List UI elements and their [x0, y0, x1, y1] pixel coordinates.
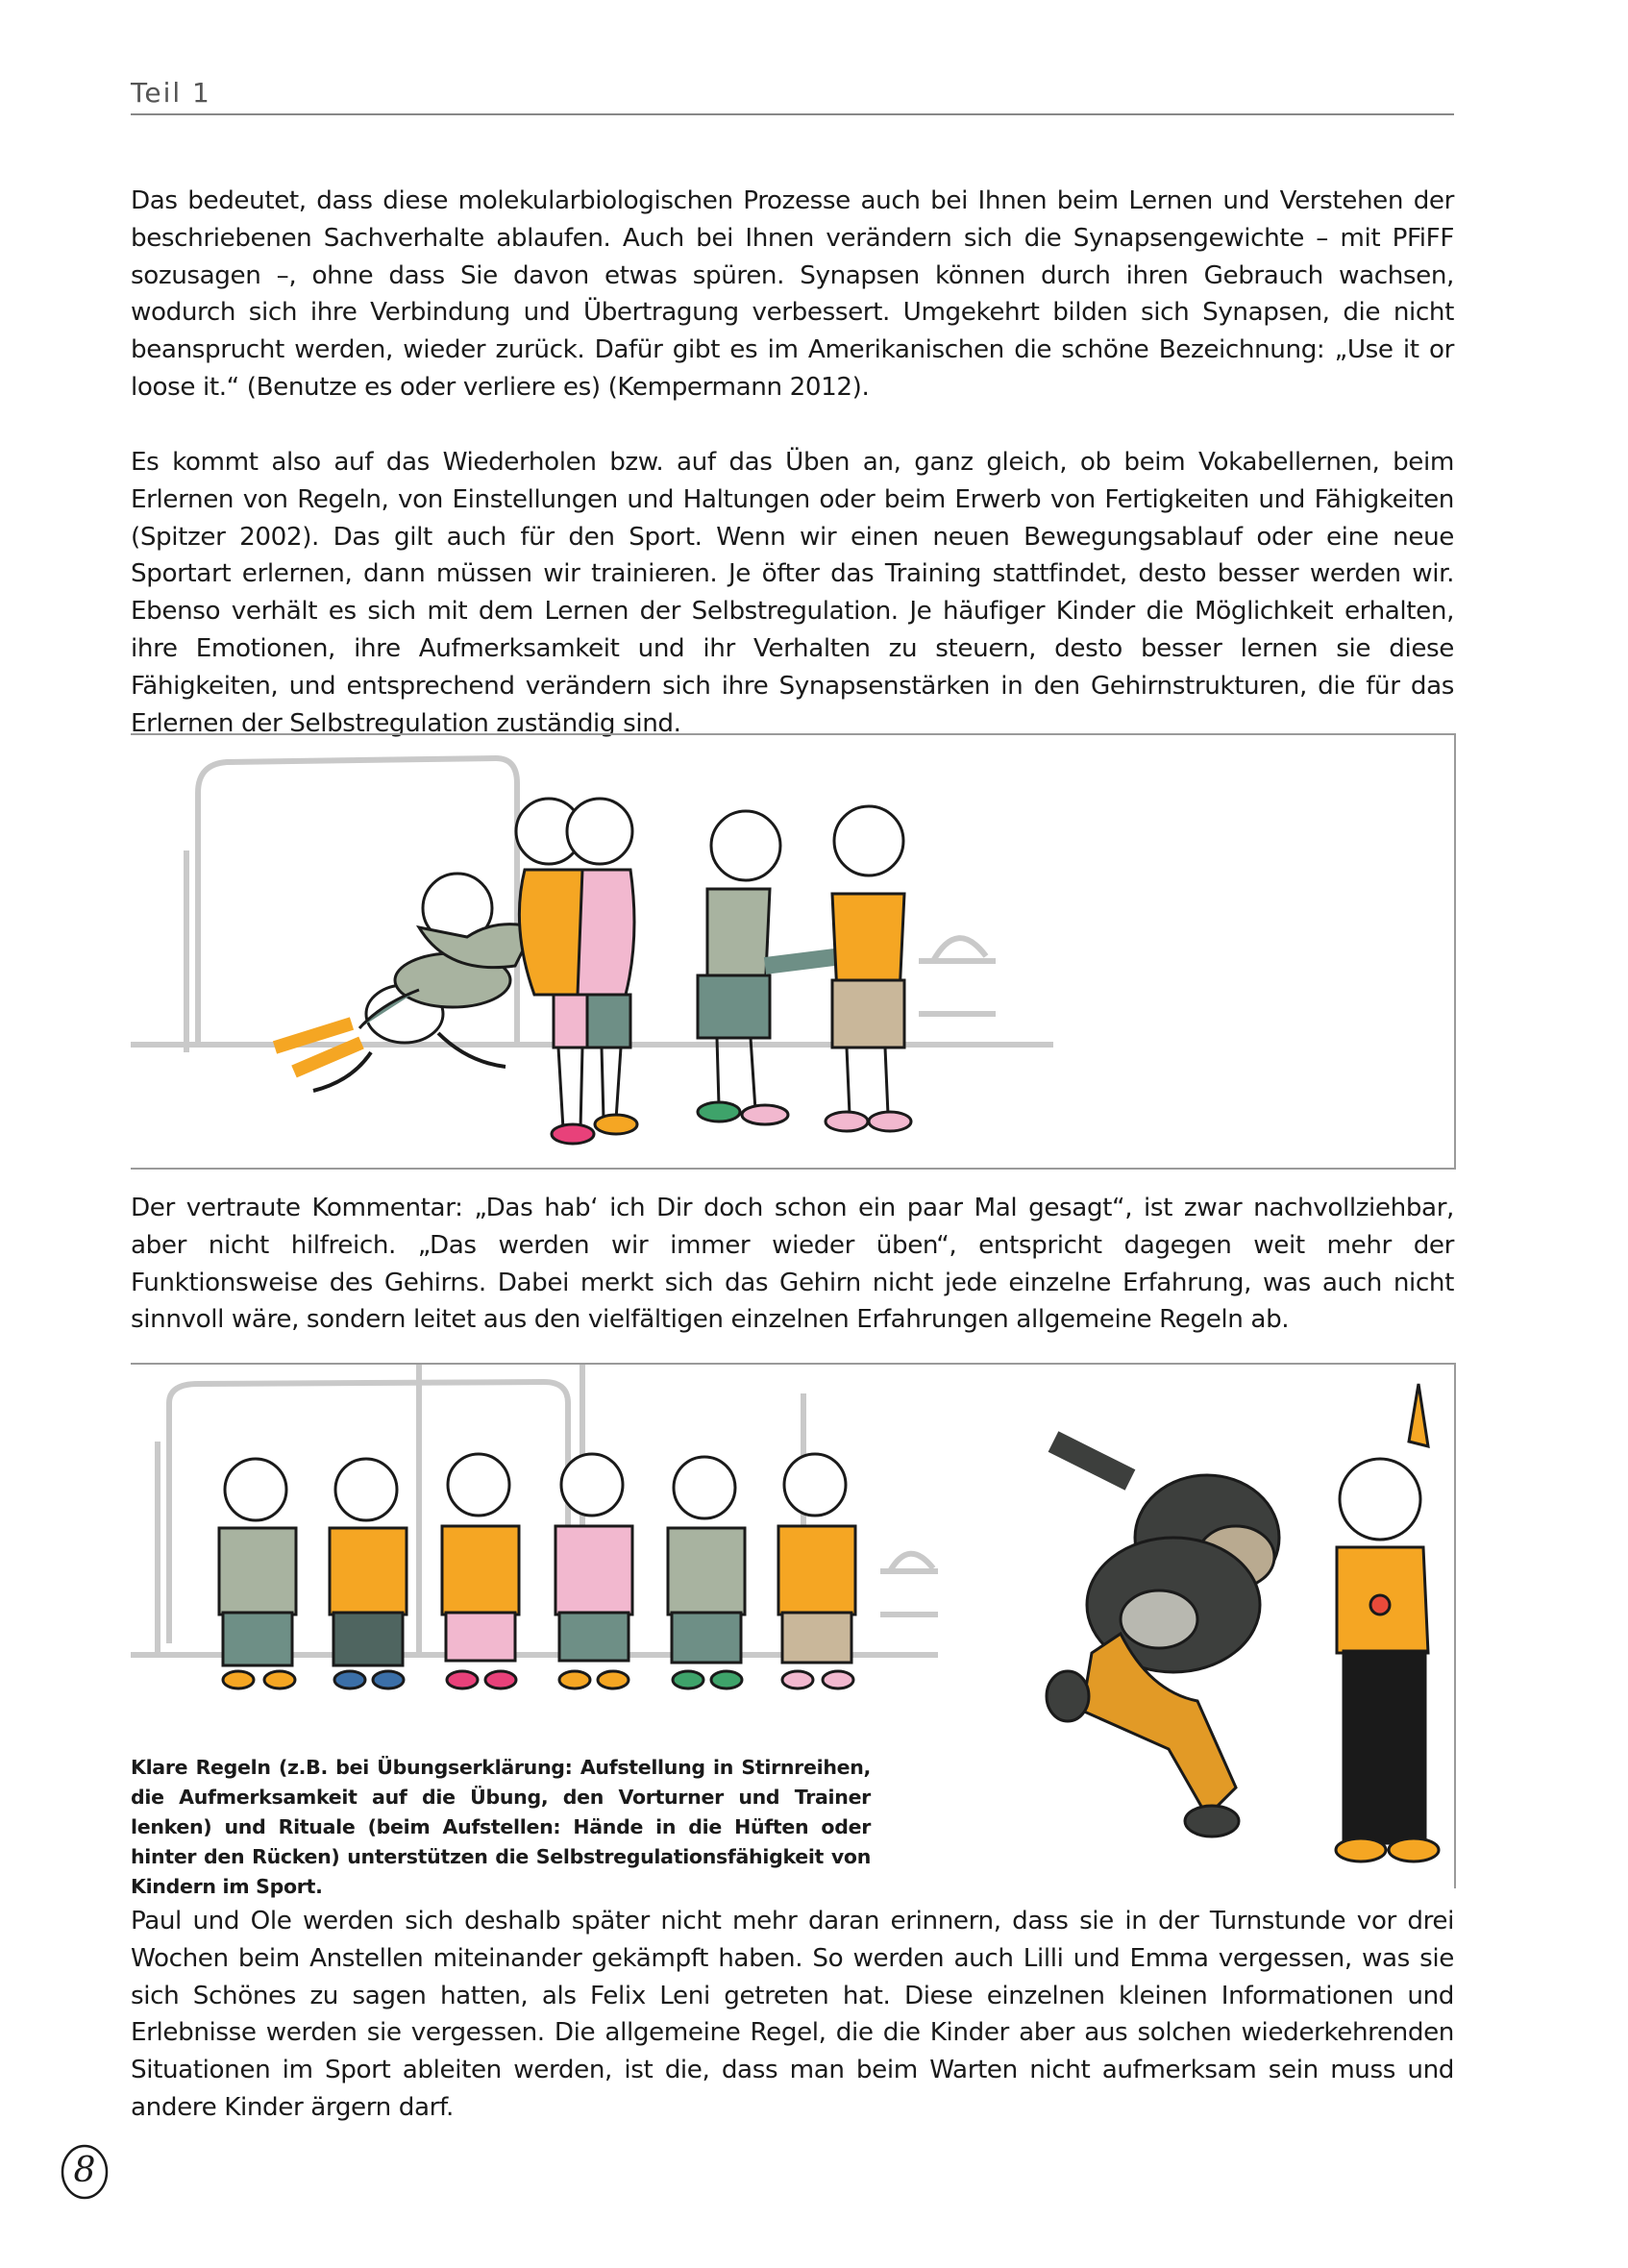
paragraph-3: Der vertraute Kommentar: „Das hab‘ ich Dir doch schon ein paar Mal gesagt“, ist zwar nachvollziehbar, aber nicht hilfreich. „Das werden wir immer wieder üben“, entspricht dagegen weit mehr der Funktionsweise des Gehirns. Dabei merkt sich das Gehirn nicht jede einzelne Erfahrung, was auch nicht sinnvoll wäre, sondern leitet aus den vielfältigen einzelnen Erfahrungen allgemeine Regeln ab. — [131, 1194, 1454, 1335]
illustration-frame-1 — [131, 733, 1456, 1170]
lineup-child-3 — [442, 1454, 519, 1689]
page-number — [60, 2143, 110, 2201]
paragraph-2: Es kommt also auf das Wiederholen bzw. auf das Üben an, ganz gleich, ob beim Vokabellernen, beim Erlernen von Regeln, von Einstellungen und Haltungen oder beim Erwerb von Fertigkeiten und Fähigkeiten (Spitzer 2002). Das gilt auch für den Sport. Wenn wir einen neuen Bewegungsablauf oder eine neue Sportart erlernen, dann müssen wir trainieren. Je öfter das Training stattfindet, desto besser werden wir. Ebenso verhält es sich mit dem Lernen der Selbstregulation. Je häufiger Kinder die Möglichkeit erhalten, ihre Emotionen, ihre Aufmerksamkeit und ihr Verhalten zu steuern, desto besser lernen sie diese Fähigkeiten, und entsprechend verändern sich ihre Synapsenstärken in den Gehirnstrukturen, die für das Erlernen der Selbstregulation zuständig sind. — [131, 448, 1454, 738]
children-waiting-illustration — [131, 735, 1454, 1168]
lineup-child-5 — [668, 1457, 745, 1689]
bear-mascot — [1047, 1442, 1279, 1837]
annoyed-girl — [826, 806, 911, 1131]
section-label: Teil 1 — [131, 77, 211, 109]
trainer — [1336, 1384, 1439, 1861]
paragraph-4: Paul und Ole werden sich deshalb später nicht mehr daran erinnern, dass sie in der Turnstunde vor drei Wochen beim Anstellen miteinander gekämpft haben. So werden auch Lilli und Emma vergessen, was sie sich Schönes zu sagen hatten, als Felix Leni getreten hat. Diese einzelnen kleinen Informationen und Erlebnisse werden sie vergessen. Die allgemeine Regel, die die Kinder aber aus solchen wiederkehrenden Situationen im Sport ableiten werden, ist die, dass man beim Warten nicht aufmerksam sein muss und andere Kinder ärgern darf. — [131, 1907, 1454, 2122]
hugging-girls — [516, 799, 637, 1144]
lineup-child-1 — [219, 1459, 296, 1689]
lineup-child-6 — [778, 1454, 855, 1689]
lineup-child-4 — [555, 1454, 632, 1689]
figure-2-caption: Klare Regeln (z.B. bei Übungserklärung: Aufstellung in Stirnreihen, die Aufmerksamkeit auf die Übung, den Vorturner und Trainer lenken) und Rituale (beim Aufstellen: Hände in die Hüften oder hinter den Rücken) unterstützen die Selbstregulationsfähigkeit von Kindern im Sport. — [131, 1756, 871, 1898]
lying-child — [275, 953, 510, 1091]
paragraph-1: Das bedeutet, dass diese molekularbiologischen Prozesse auch bei Ihnen beim Lernen und Verstehen der beschriebenen Sachverhalte ablaufen. Auch bei Ihnen verändern sich die Synapsengewichte – mit PFiFF sozusagen –, ohne dass Sie davon etwas spüren. Synapsen können durch ihren Gebrauch wachsen, wodurch sich ihre Verbindung und Übertragung verbessert. Umgekehrt bilden sich Synapsen, die nicht beansprucht werden, wieder zurück. Dafür gibt es im Amerikanischen die schöne Bezeichnung: „Use it or loose it.“ (Benutze es oder verliere es) (Kempermann 2012). — [131, 186, 1454, 402]
lineup-child-2 — [330, 1459, 407, 1689]
header-rule — [131, 113, 1454, 115]
page-number-label: 8 — [73, 2151, 96, 2190]
